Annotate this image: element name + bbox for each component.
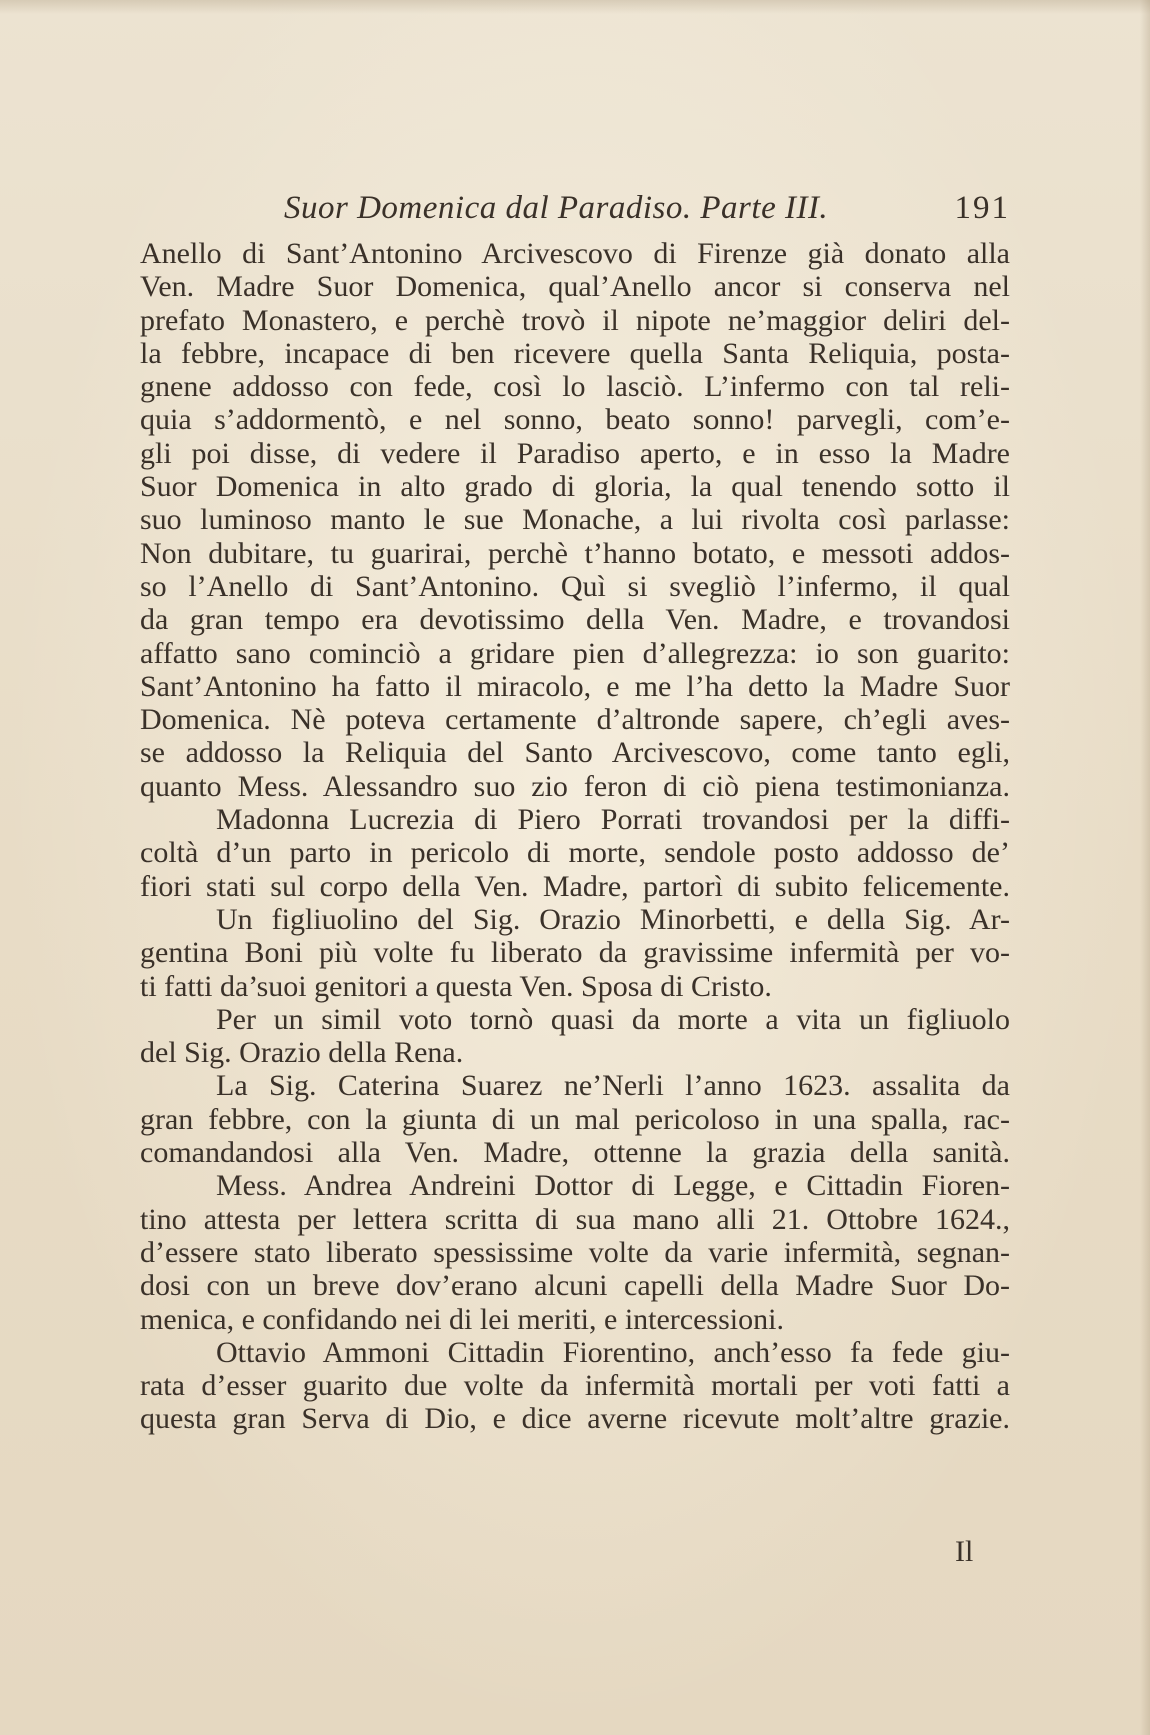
catchword: Il — [955, 1535, 974, 1568]
text-line: fiori stati sul corpo della Ven. Madre, partorì di subito felicemente. — [140, 869, 1010, 903]
running-head-title: Suor Domenica dal Paradiso. Parte III. — [284, 190, 829, 226]
text-line: Per un simil voto tornò quasi da morte a vita un figliuolo — [216, 1002, 1010, 1036]
text-line: quanto Mess. Alessandro suo zio feron di ciò piena testimonianza. — [140, 769, 1010, 803]
page-number: 191 — [954, 190, 1010, 226]
page-right-edge-shadow — [1140, 0, 1150, 1735]
text-line: gentina Boni più volte fu liberato da gravissime infermità per vo- — [140, 936, 1010, 970]
text-line: gran febbre, con la giunta di un mal pericoloso in una spalla, rac- — [140, 1102, 1010, 1136]
text-line: rata d’esser guarito due volte da infermità mortali per voti fatti a — [140, 1369, 1010, 1403]
text-line: Madonna Lucrezia di Piero Porrati trovandosi per la diffi- — [216, 803, 1010, 837]
text-line: Ottavio Ammoni Cittadin Fiorentino, anch’esso fa fede giu- — [216, 1335, 1010, 1369]
text-line: tino attesta per lettera scritta di sua mano alli 21. Ottobre 1624., — [140, 1202, 1010, 1236]
text-line: Ven. Madre Suor Domenica, qual’Anello ancor si conserva nel — [140, 270, 1010, 304]
text-line: questa gran Serva di Dio, e dice averne ricevute molt’altre grazie. — [140, 1402, 1010, 1436]
text-line: Suor Domenica in alto grado di gloria, la qual tenendo sotto il — [140, 470, 1010, 504]
body-text — [140, 237, 1010, 1436]
text-line: ti fatti da’suoi genitori a questa Ven. Sposa di Cristo. — [140, 969, 772, 1003]
text-line: quia s’addormentò, e nel sonno, beato sonno! parvegli, com’e- — [140, 403, 1010, 437]
text-line: coltà d’un parto in pericolo di morte, sendole posto addosso de’ — [140, 836, 1010, 870]
text-line: Anello di Sant’Antonino Arcivescovo di Firenze già donato alla — [140, 237, 1010, 270]
text-line: d’essere stato liberato spessissime volte da varie infermità, segnan- — [140, 1235, 1010, 1269]
text-line: Non dubitare, tu guarirai, perchè t’hanno botato, e messoti addos- — [140, 536, 1010, 570]
text-line: gli poi disse, di vedere il Paradiso aperto, e in esso la Madre — [140, 436, 1010, 470]
text-line: da gran tempo era devotissimo della Ven. Madre, e trovandosi — [140, 603, 1010, 637]
text-line: suo luminoso manto le sue Monache, a lui rivolta così parlasse: — [140, 503, 1010, 537]
text-line: menica, e confidando nei di lei meriti, e intercessioni. — [140, 1302, 784, 1336]
text-line: prefato Monastero, e perchè trovò il nipote ne’maggior deliri del- — [140, 303, 1010, 337]
text-line: Sant’Antonino ha fatto il miracolo, e me l’ha detto la Madre Suor — [140, 669, 1010, 703]
text-line: Domenica. Nè poteva certamente d’altronde sapere, ch’egli aves- — [140, 703, 1010, 737]
text-line: Mess. Andrea Andreini Dottor di Legge, e Cittadin Fioren- — [216, 1169, 1010, 1203]
text-line: Un figliuolino del Sig. Orazio Minorbetti, e della Sig. Ar- — [216, 902, 1010, 936]
text-line: affatto sano cominciò a gridare pien d’allegrezza: io son guarito: — [140, 636, 1010, 670]
text-line: so l’Anello di Sant’Antonino. Quì si svegliò l’infermo, il qual — [140, 569, 1010, 603]
text-line: comandandosi alla Ven. Madre, ottenne la grazia della sanità. — [140, 1136, 1010, 1170]
text-line: La Sig. Caterina Suarez ne’Nerli l’anno 1623. assalita da — [216, 1069, 1010, 1103]
text-line: la febbre, incapace di ben ricevere quella Santa Reliquia, posta- — [140, 336, 1010, 370]
page-top-edge-shadow — [0, 0, 1150, 14]
text-line: se addosso la Reliquia del Santo Arcivescovo, come tanto egli, — [140, 736, 1010, 770]
text-line: gnene addosso con fede, così lo lasciò. L’infermo con tal reli- — [140, 370, 1010, 404]
text-line: del Sig. Orazio della Rena. — [140, 1036, 464, 1070]
running-head — [140, 190, 1010, 230]
text-line: dosi con un breve dov’erano alcuni capelli della Madre Suor Do- — [140, 1269, 1010, 1303]
